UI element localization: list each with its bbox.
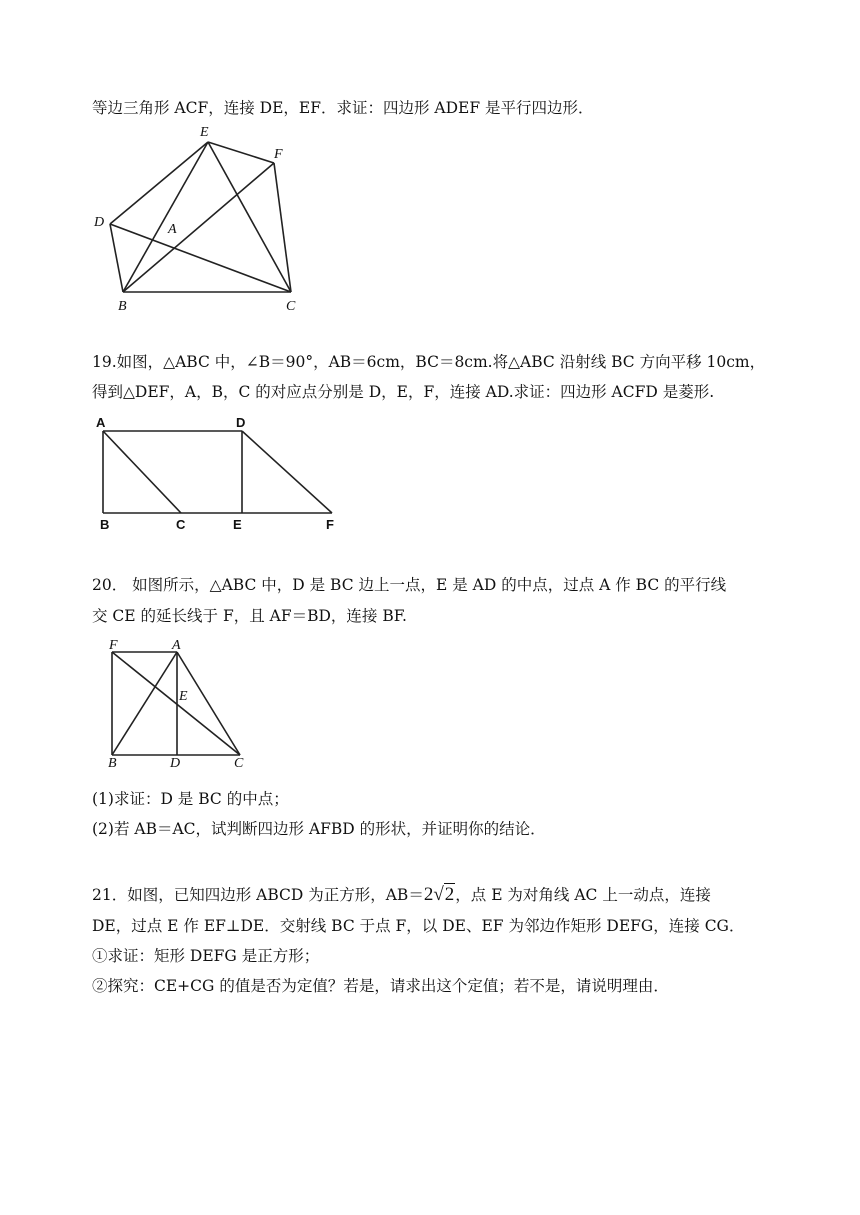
problem21-part1: ①求证：矩形 DEFG 是正方形；	[92, 947, 320, 965]
label-F: F	[109, 638, 118, 653]
label-E: E	[179, 689, 188, 704]
label-B: B	[118, 299, 127, 314]
radical-symbol: √	[433, 884, 444, 905]
radical-coef: 2	[423, 884, 434, 905]
problem21-line2: DE，过点 E 作 EF⊥DE．交射线 BC 于点 F，以 DE、EF 为邻边作矩形 DEFG，连接 CG．	[92, 917, 745, 935]
label-B: B	[100, 517, 110, 532]
label-D: D	[236, 415, 246, 430]
label-A: A	[168, 222, 177, 237]
label-F: F	[326, 517, 334, 532]
problem21-line1	[92, 885, 711, 905]
problem20-figure	[100, 636, 260, 772]
radical-arg: 2	[444, 884, 455, 905]
label-F: F	[274, 147, 283, 162]
problem21-line1-b: ，点 E 为对角线 AC 上一动点，连接	[455, 886, 711, 904]
problem18-lines	[110, 142, 291, 292]
problem19-line2: 得到△DEF，A，B，C 的对应点分别是 D，E，F，连接 AD.求证：四边形 ACFD 是菱形.	[92, 383, 715, 401]
problem21-part2: ②探究：CE+CG 的值是否为定值？若是，请求出这个定值；若不是，请说明理由．	[92, 977, 669, 995]
label-C: C	[286, 299, 296, 314]
problem20-part1: (1)求证：D 是 BC 的中点；	[92, 790, 289, 808]
radical-two-sqrt-two	[424, 883, 455, 905]
label-E: E	[200, 125, 209, 140]
label-A: A	[172, 638, 181, 653]
label-A: A	[96, 415, 106, 430]
label-B: B	[108, 756, 117, 771]
problem18-text: 等边三角形 ACF，连接 DE，EF．求证：四边形 ADEF 是平行四边形．	[92, 99, 594, 117]
problem20-line1: 20． 如图所示，△ABC 中，D 是 BC 边上一点，E 是 AD 的中点，过点 A 作 BC 的平行线	[92, 576, 727, 594]
label-C: C	[176, 517, 186, 532]
problem20-line2: 交 CE 的延长线于 F，且 AF＝BD，连接 BF.	[92, 607, 407, 625]
label-C: C	[234, 756, 244, 771]
problem19-line1: 19.如图，△ABC 中，∠B＝90°，AB＝6cm，BC＝8cm.将△ABC 沿射线 BC 方向平移 10cm，	[92, 353, 766, 371]
label-D: D	[170, 756, 181, 771]
problem20-part2: (2)若 AB＝AC，试判断四边形 AFBD 的形状，并证明你的结论．	[92, 820, 546, 838]
problem18-figure	[88, 120, 318, 315]
problem19-figure	[92, 413, 352, 535]
label-E: E	[233, 517, 242, 532]
problem21-line1-a: 21．如图，已知四边形 ABCD 为正方形，AB＝	[92, 886, 424, 904]
label-D: D	[94, 215, 105, 230]
